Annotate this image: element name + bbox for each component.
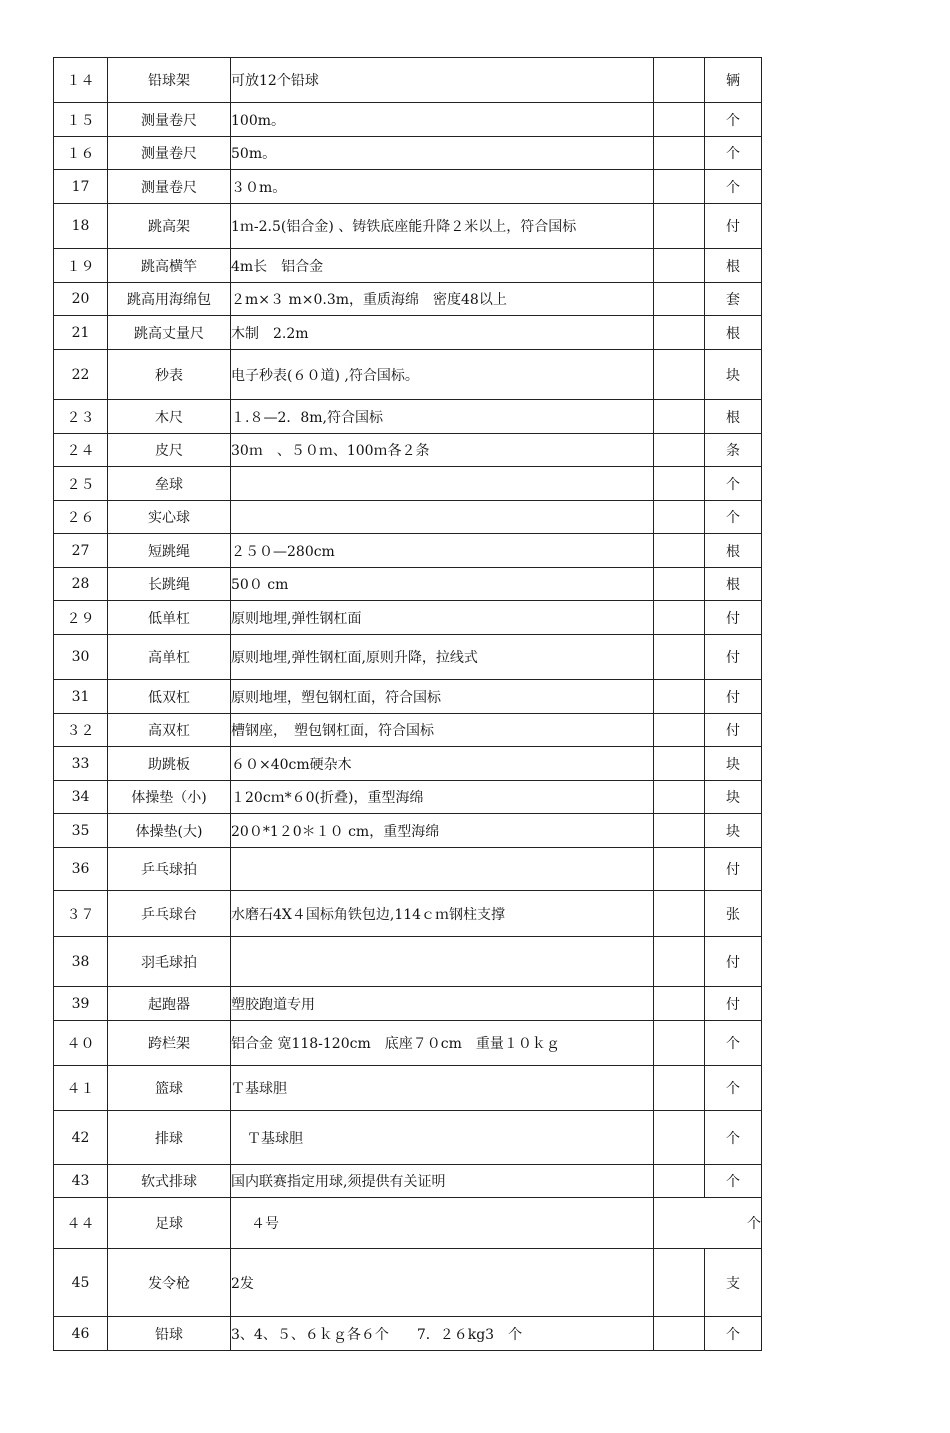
table-row: [54, 747, 762, 781]
item-spec: 20０*1２0＊１０ cm，重型海绵: [231, 814, 654, 848]
item-spec: ６０×40cm硬杂木: [231, 747, 654, 781]
item-spec: 槽钢座， 塑包钢杠面，符合国标: [231, 714, 654, 747]
item-number: ２９: [54, 601, 108, 635]
item-unit: 支: [705, 1249, 762, 1317]
item-spec: 3、4、５、６ｋｇ各６个 7．２６kg3 个: [231, 1317, 654, 1351]
blank-cell: [654, 283, 705, 316]
table-row: [54, 434, 762, 467]
item-number: １９: [54, 249, 108, 283]
item-unit: 根: [705, 249, 762, 283]
blank-cell: [654, 316, 705, 350]
item-spec: [231, 937, 654, 987]
table-row: [54, 137, 762, 170]
blank-cell: [654, 747, 705, 781]
table-row: [54, 1198, 762, 1249]
item-spec: 可放12个铅球: [231, 58, 654, 103]
item-unit: 张: [705, 891, 762, 937]
item-unit: 个: [705, 1111, 762, 1165]
item-spec: ３０m。: [231, 170, 654, 204]
table-row: [54, 249, 762, 283]
item-unit: 根: [705, 316, 762, 350]
item-unit: 套: [705, 283, 762, 316]
item-number: 20: [54, 283, 108, 316]
item-number: ３７: [54, 891, 108, 937]
item-name: 跳高丈量尺: [108, 316, 231, 350]
blank-cell: [654, 814, 705, 848]
item-unit: 付: [705, 204, 762, 249]
item-spec: 1ｍ-2.5(铝合金) 、铸铁底座能升降２米以上，符合国标: [231, 204, 654, 249]
item-unit: 块: [705, 747, 762, 781]
item-spec: 电子秒表(６０道) ,符合国标。: [231, 350, 654, 400]
blank-cell: [654, 400, 705, 434]
blank-cell: [654, 680, 705, 714]
blank-cell: [654, 350, 705, 400]
item-unit: 付: [705, 714, 762, 747]
item-spec: ２m×３ m×0.3m，重质海绵 密度48以上: [231, 283, 654, 316]
item-name: 足球: [108, 1198, 231, 1249]
table-row: [54, 170, 762, 204]
item-name: 篮球: [108, 1066, 231, 1111]
item-spec: [231, 848, 654, 891]
item-spec: 30ｍ 、５０ｍ、100ｍ各２条: [231, 434, 654, 467]
item-spec: １20cｍ*６0(折叠)，重型海绵: [231, 781, 654, 814]
item-number: 18: [54, 204, 108, 249]
item-unit: 付: [705, 601, 762, 635]
item-number: １５: [54, 103, 108, 137]
table-row: [54, 601, 762, 635]
item-name: 跳高架: [108, 204, 231, 249]
table-row: [54, 316, 762, 350]
table-row: [54, 1021, 762, 1066]
item-unit: 根: [705, 400, 762, 434]
table-row: [54, 891, 762, 937]
item-number: 39: [54, 987, 108, 1021]
item-number: ２６: [54, 501, 108, 534]
item-spec: 50０ cm: [231, 568, 654, 601]
table-row: [54, 1165, 762, 1198]
item-name: 铅球架: [108, 58, 231, 103]
item-spec: 铝合金 宽118-120cm 底座７０cm 重量１０ｋｇ: [231, 1021, 654, 1066]
blank-cell: [654, 534, 705, 568]
item-unit: 根: [705, 568, 762, 601]
blank-cell: [654, 249, 705, 283]
item-number: 27: [54, 534, 108, 568]
item-number: 30: [54, 635, 108, 680]
item-spec: 2发: [231, 1249, 654, 1317]
item-unit: 块: [705, 781, 762, 814]
item-name: 起跑器: [108, 987, 231, 1021]
item-spec: 原则地埋,弹性钢杠面,原则升降，拉线式: [231, 635, 654, 680]
table-row: [54, 1066, 762, 1111]
item-number: １４: [54, 58, 108, 103]
item-unit: 付: [705, 848, 762, 891]
item-number: 42: [54, 1111, 108, 1165]
table-row: [54, 1249, 762, 1317]
blank-cell: [654, 467, 705, 501]
table-row: [54, 58, 762, 103]
item-name: 体操垫(大): [108, 814, 231, 848]
table-row: [54, 103, 762, 137]
item-name: 发令枪: [108, 1249, 231, 1317]
table-row: [54, 204, 762, 249]
item-spec: ４号: [231, 1198, 654, 1249]
item-number: 45: [54, 1249, 108, 1317]
item-number: ２５: [54, 467, 108, 501]
item-name: 测量卷尺: [108, 170, 231, 204]
blank-cell: [654, 58, 705, 103]
item-name: 高单杠: [108, 635, 231, 680]
table-row: [54, 1317, 762, 1351]
table-row: [54, 680, 762, 714]
blank-cell: [654, 1021, 705, 1066]
item-name: 低双杠: [108, 680, 231, 714]
item-spec: 50m。: [231, 137, 654, 170]
item-number: １６: [54, 137, 108, 170]
table-row: [54, 848, 762, 891]
item-unit: 个: [705, 1165, 762, 1198]
item-name: 长跳绳: [108, 568, 231, 601]
item-name: 木尺: [108, 400, 231, 434]
item-spec: 原则地埋，塑包钢杠面，符合国标: [231, 680, 654, 714]
blank-cell: [654, 434, 705, 467]
item-name: 乒乓球台: [108, 891, 231, 937]
equipment-table: [53, 57, 762, 1351]
item-unit: 付: [705, 680, 762, 714]
item-unit: 个: [705, 103, 762, 137]
blank-cell: [654, 1111, 705, 1165]
table-row: [54, 400, 762, 434]
table-row: [54, 814, 762, 848]
item-name: 排球: [108, 1111, 231, 1165]
item-spec: 塑胶跑道专用: [231, 987, 654, 1021]
item-number: 46: [54, 1317, 108, 1351]
blank-cell: [654, 568, 705, 601]
blank-cell: [654, 170, 705, 204]
blank-cell: [654, 501, 705, 534]
blank-cell: [654, 601, 705, 635]
item-name: 体操垫（小): [108, 781, 231, 814]
item-spec: 国内联赛指定用球,须提供有关证明: [231, 1165, 654, 1198]
blank-cell: [654, 714, 705, 747]
blank-cell: [654, 1317, 705, 1351]
item-unit: 个: [705, 137, 762, 170]
item-number: 17: [54, 170, 108, 204]
table-row: [54, 1111, 762, 1165]
item-number: ４０: [54, 1021, 108, 1066]
item-name: 垒球: [108, 467, 231, 501]
table-row: [54, 635, 762, 680]
item-number: ２３: [54, 400, 108, 434]
item-spec: 木制 2.2m: [231, 316, 654, 350]
item-spec: １.８—2．8m,符合国标: [231, 400, 654, 434]
item-unit: 个: [705, 170, 762, 204]
item-name: 测量卷尺: [108, 103, 231, 137]
item-unit: 条: [705, 434, 762, 467]
blank-cell: [654, 103, 705, 137]
item-unit: 块: [705, 350, 762, 400]
table-row: [54, 501, 762, 534]
item-number: 33: [54, 747, 108, 781]
item-number: ３２: [54, 714, 108, 747]
item-unit: 付: [705, 937, 762, 987]
item-number: ４１: [54, 1066, 108, 1111]
item-name: 跳高用海绵包: [108, 283, 231, 316]
table-row: [54, 714, 762, 747]
item-unit: 个: [705, 467, 762, 501]
table-row: [54, 568, 762, 601]
item-number: 34: [54, 781, 108, 814]
table-row: [54, 781, 762, 814]
item-unit: 个: [705, 501, 762, 534]
item-spec: ２５０—280cm: [231, 534, 654, 568]
item-name: 跨栏架: [108, 1021, 231, 1066]
item-unit: 块: [705, 814, 762, 848]
item-unit: 付: [705, 987, 762, 1021]
item-unit: 个: [705, 1021, 762, 1066]
item-name: 皮尺: [108, 434, 231, 467]
item-name: 低单杠: [108, 601, 231, 635]
item-number: ２４: [54, 434, 108, 467]
blank-cell: [654, 937, 705, 987]
item-unit: 根: [705, 534, 762, 568]
blank-cell: [654, 987, 705, 1021]
item-spec: 100m。: [231, 103, 654, 137]
blank-cell: [654, 635, 705, 680]
item-spec: 4m长 铝合金: [231, 249, 654, 283]
blank-cell: [654, 848, 705, 891]
item-spec: [231, 501, 654, 534]
item-number: 43: [54, 1165, 108, 1198]
item-unit: 个: [705, 1066, 762, 1111]
equipment-table-body: [54, 58, 762, 1351]
item-name: 乒乓球拍: [108, 848, 231, 891]
item-spec: Ｔ基球胆: [231, 1066, 654, 1111]
item-name: 短跳绳: [108, 534, 231, 568]
table-row: [54, 987, 762, 1021]
item-name: 实心球: [108, 501, 231, 534]
item-name: 跳高横竿: [108, 249, 231, 283]
item-unit: 个: [705, 1317, 762, 1351]
blank-cell: [654, 1249, 705, 1317]
item-number: 21: [54, 316, 108, 350]
item-spec: 原则地埋,弹性钢杠面: [231, 601, 654, 635]
item-unit: 个: [654, 1198, 762, 1249]
item-number: 35: [54, 814, 108, 848]
blank-cell: [654, 204, 705, 249]
table-row: [54, 350, 762, 400]
item-name: 羽毛球拍: [108, 937, 231, 987]
item-spec: 水磨石4X４国标角铁包边,114ｃｍ钢柱支撑: [231, 891, 654, 937]
blank-cell: [654, 137, 705, 170]
item-name: 高双杠: [108, 714, 231, 747]
item-number: 22: [54, 350, 108, 400]
item-name: 助跳板: [108, 747, 231, 781]
item-number: 28: [54, 568, 108, 601]
blank-cell: [654, 1066, 705, 1111]
item-spec: [231, 467, 654, 501]
blank-cell: [654, 781, 705, 814]
item-number: 36: [54, 848, 108, 891]
blank-cell: [654, 1165, 705, 1198]
item-unit: 辆: [705, 58, 762, 103]
item-unit: 付: [705, 635, 762, 680]
blank-cell: [654, 891, 705, 937]
item-number: 38: [54, 937, 108, 987]
item-name: 铅球: [108, 1317, 231, 1351]
item-name: 秒表: [108, 350, 231, 400]
table-row: [54, 467, 762, 501]
item-name: 测量卷尺: [108, 137, 231, 170]
table-row: [54, 534, 762, 568]
table-row: [54, 937, 762, 987]
item-spec: Ｔ基球胆: [231, 1111, 654, 1165]
item-number: 31: [54, 680, 108, 714]
item-name: 软式排球: [108, 1165, 231, 1198]
table-row: [54, 283, 762, 316]
item-number: ４４: [54, 1198, 108, 1249]
